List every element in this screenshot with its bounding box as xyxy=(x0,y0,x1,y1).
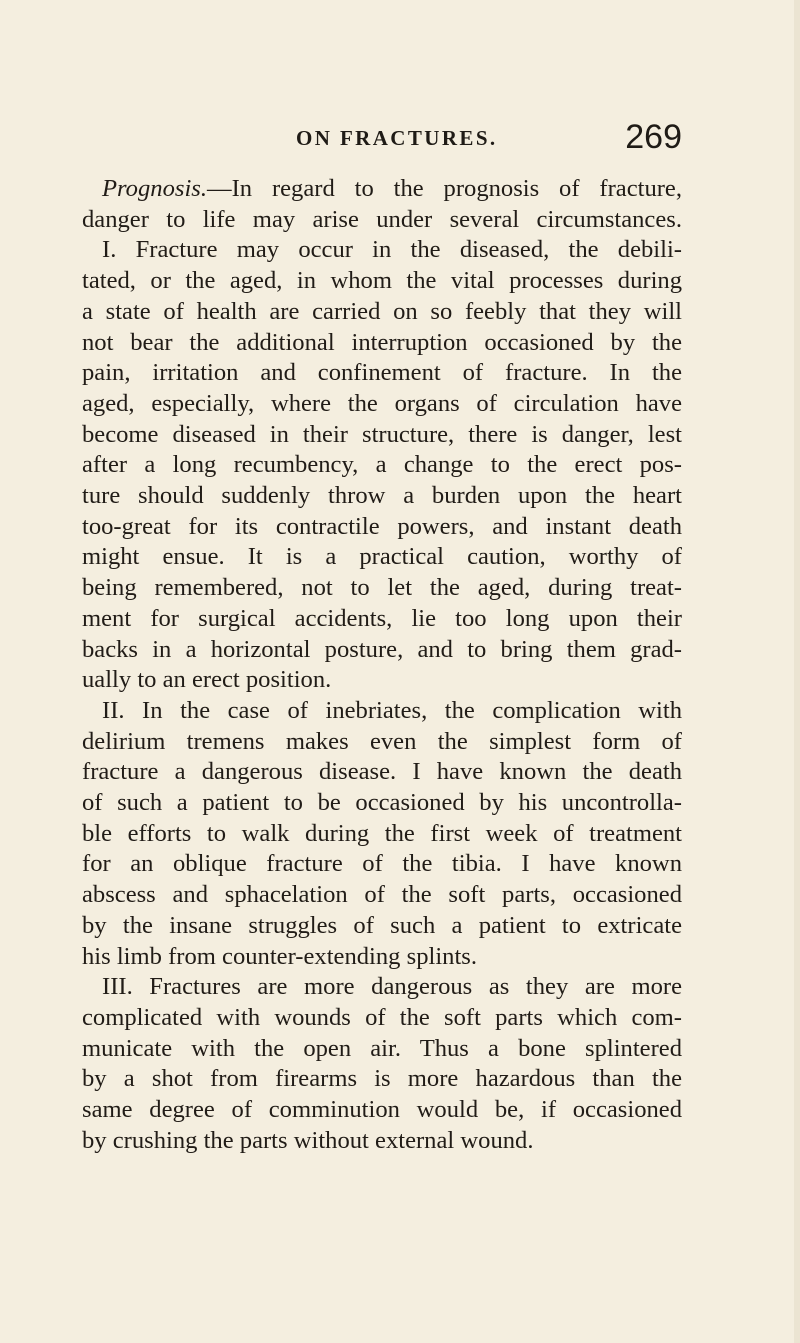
text-line: I. Fracture may occur in the diseased, the debili- xyxy=(102,236,682,264)
text-line: by crushing the parts without external wound. xyxy=(82,1126,534,1154)
text-line: of such a patient to be occasioned by his uncontrolla- xyxy=(82,789,682,817)
text-line: II. In the case of inebriates, the complication with xyxy=(102,696,682,724)
running-head xyxy=(82,118,682,158)
text-line: backs in a horizontal posture, and to bring them grad- xyxy=(82,635,682,663)
text-line: fracture a dangerous disease. I have known the death xyxy=(82,758,682,786)
text-line: pain, irritation and confinement of fracture. In the xyxy=(82,359,682,387)
text-line: municate with the open air. Thus a bone splintered xyxy=(82,1034,682,1062)
text-line: his limb from counter-extending splints. xyxy=(82,942,478,970)
text-line: same degree of comminution would be, if occasioned xyxy=(82,1096,682,1124)
text-line: ment for surgical accidents, lie too long upon their xyxy=(82,604,682,632)
text-line-content: —In regard to the prognosis of fracture, xyxy=(207,175,682,202)
text-line: tated, or the aged, in whom the vital processes during xyxy=(82,267,682,295)
text-line xyxy=(82,174,682,205)
text-line: by the insane struggles of such a patient to extricate xyxy=(82,911,682,939)
text-line: become diseased in their structure, there is danger, lest xyxy=(82,420,682,448)
text-line: might ensue. It is a practical caution, worthy of xyxy=(82,543,682,571)
text-line: too-great for its contractile powers, and instant death xyxy=(82,512,682,540)
text-line: for an oblique fracture of the tibia. I have known xyxy=(82,850,682,878)
section-heading-prognosis: Prognosis. xyxy=(102,175,207,202)
text-line: III. Fractures are more dangerous as they are more xyxy=(102,973,682,1001)
text-line: ually to an erect position. xyxy=(82,666,332,694)
text-line: delirium tremens makes even the simplest form of xyxy=(82,727,682,755)
text-line: abscess and sphacelation of the soft parts, occasioned xyxy=(82,881,682,909)
text-line: ble efforts to walk during the first week of treatment xyxy=(82,819,682,847)
chapter-running-title: ON FRACTURES. xyxy=(296,126,498,150)
text-line: not bear the additional interruption occasioned by the xyxy=(82,328,682,356)
text-line: being remembered, not to let the aged, during treat- xyxy=(82,574,682,602)
text-line: by a shot from firearms is more hazardous than the xyxy=(82,1065,682,1093)
text-line: a state of health are carried on so feebly that they will xyxy=(82,297,682,325)
text-line: complicated with wounds of the soft parts which com- xyxy=(82,1003,682,1031)
page-number: 269 xyxy=(625,118,682,156)
text-line: ture should suddenly throw a burden upon the heart xyxy=(82,482,682,510)
body-text xyxy=(82,174,682,1157)
text-line: danger to life may arise under several circumstances. xyxy=(82,205,682,233)
text-line: aged, especially, where the organs of circulation have xyxy=(82,389,682,417)
text-line: after a long recumbency, a change to the erect pos- xyxy=(82,451,682,479)
